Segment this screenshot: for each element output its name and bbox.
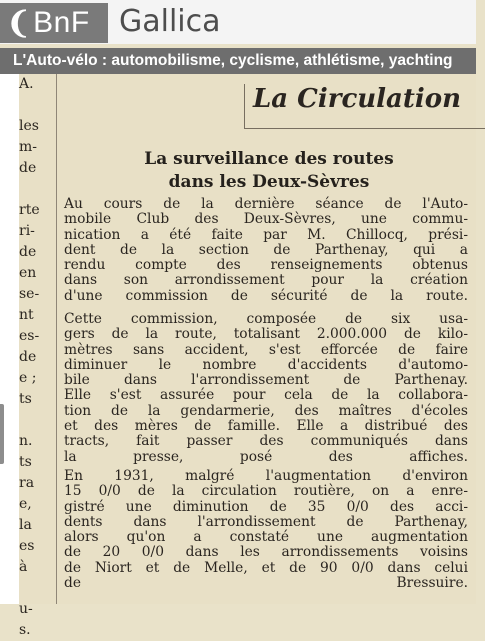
column-fragment: les bbox=[19, 118, 39, 134]
article-text-line: alors qu'on a constaté une augmentation bbox=[64, 529, 468, 546]
column-fragment: n. bbox=[19, 433, 33, 449]
side-panel-handle[interactable] bbox=[0, 404, 4, 464]
column-fragment: en bbox=[19, 265, 37, 281]
column-fragment: ra bbox=[19, 475, 35, 491]
gallica-site-name[interactable]: Gallica bbox=[119, 4, 221, 39]
article-text-line: de Niort et de Melle, et de 90 0/0 dans celui bbox=[64, 559, 468, 576]
article-text-line: dent de la section de Parthenay, qui a bbox=[64, 241, 468, 258]
column-fragment: ri- bbox=[19, 223, 35, 239]
article-text-line: mobile Club des Deux-Sèvres, une commu- bbox=[64, 211, 468, 228]
article-text-line: gistré une diminution de 35 0/0 des acci- bbox=[64, 498, 468, 515]
article-text-line: dents dans l'arrondissement de Parthenay, bbox=[64, 513, 468, 530]
document-title-bar bbox=[0, 48, 476, 74]
article-text-line: dans son arrondissement pour la création bbox=[64, 272, 468, 289]
column-fragment: ts bbox=[19, 391, 32, 407]
column-fragment bbox=[19, 179, 49, 200]
column-fragment: la bbox=[19, 517, 32, 533]
bnf-logo-text: BnF bbox=[33, 6, 90, 39]
article-text-line: gers de la route, totalisant 2.000.000 de kilo- bbox=[64, 326, 468, 343]
gallica-header bbox=[0, 0, 476, 44]
column-fragment: nt bbox=[19, 307, 34, 323]
newspaper-page-scan[interactable] bbox=[19, 74, 476, 638]
column-fragment bbox=[19, 95, 49, 116]
article-text-line: mètres sans accident, s'est efforcée de faire bbox=[64, 341, 468, 358]
article-text-line: tracts, fait passer des communiqués dans bbox=[64, 433, 468, 450]
column-fragment: de bbox=[19, 349, 37, 365]
column-fragment: es- bbox=[19, 328, 40, 344]
article-paragraph-3 bbox=[64, 469, 468, 591]
column-fragment: e ; bbox=[19, 370, 37, 386]
section-header-box bbox=[244, 84, 485, 129]
article-text-line: tion de la gendarmerie, des maîtres d'écoles bbox=[64, 402, 468, 419]
previous-column-fragments bbox=[19, 74, 49, 638]
article-text-line: Elle s'est assurée pour cela de la collabora- bbox=[64, 387, 468, 404]
column-fragment: A. bbox=[19, 76, 34, 92]
bnf-logo-mark: ❨ bbox=[6, 6, 32, 40]
article-text-line: diminuer le nombre d'accidents d'automo- bbox=[64, 356, 468, 373]
column-fragment: ts bbox=[19, 454, 32, 470]
column-fragment: se- bbox=[19, 286, 40, 302]
article-paragraph-1 bbox=[64, 197, 468, 304]
column-fragment: de bbox=[19, 160, 37, 176]
document-title: L'Auto-vélo : automobilisme, cyclisme, athlétisme, yachting bbox=[13, 52, 453, 69]
article-text-line: En 1931, malgré l'augmentation d'environ bbox=[64, 468, 468, 484]
article-paragraph-2 bbox=[64, 312, 468, 465]
article-headline bbox=[64, 148, 474, 194]
article-text-line: nication a été faite par M. Chillocq, prési- bbox=[64, 226, 468, 243]
column-fragment: de bbox=[19, 244, 37, 260]
column-fragment: m- bbox=[19, 139, 38, 155]
column-divider bbox=[56, 74, 57, 604]
column-fragment bbox=[19, 410, 49, 431]
article-text-line: et des mères de famille. Elle a distribué des bbox=[64, 418, 468, 435]
headline-line-2: dans les Deux-Sèvres bbox=[168, 172, 370, 192]
article-text-line: bile dans l'arrondissement de Parthenay. bbox=[64, 372, 468, 389]
article-text-line: 15 0/0 de la circulation routière, on a enre- bbox=[64, 483, 468, 500]
section-header-title: La Circulation bbox=[253, 84, 462, 114]
article-text-line: la presse, posé des affiches. bbox=[64, 448, 468, 465]
headline-line-1: La surveillance des routes bbox=[144, 149, 394, 169]
viewer-left-margin bbox=[0, 74, 19, 604]
article-text-line: de 20 0/0 dans les arrondissements voisins bbox=[64, 544, 468, 561]
article-text-line: Au cours de la dernière séance de l'Auto- bbox=[64, 196, 468, 212]
article-text-line: de Bressuire. bbox=[64, 575, 468, 592]
bnf-logo[interactable] bbox=[0, 3, 108, 43]
column-fragment: à bbox=[19, 559, 28, 575]
column-fragment: u- bbox=[19, 601, 33, 617]
column-fragment: rte bbox=[19, 202, 40, 218]
article-text-line: Cette commission, composée de six usa- bbox=[64, 311, 468, 327]
column-fragment: s. bbox=[19, 622, 31, 638]
column-fragment: e, bbox=[19, 496, 32, 512]
article-text-line: rendu compte des renseignements obtenus bbox=[64, 257, 468, 274]
column-fragment: es bbox=[19, 538, 35, 554]
article-text-line: d'une commission de sécurité de la route. bbox=[64, 287, 468, 304]
column-fragment bbox=[19, 578, 49, 599]
